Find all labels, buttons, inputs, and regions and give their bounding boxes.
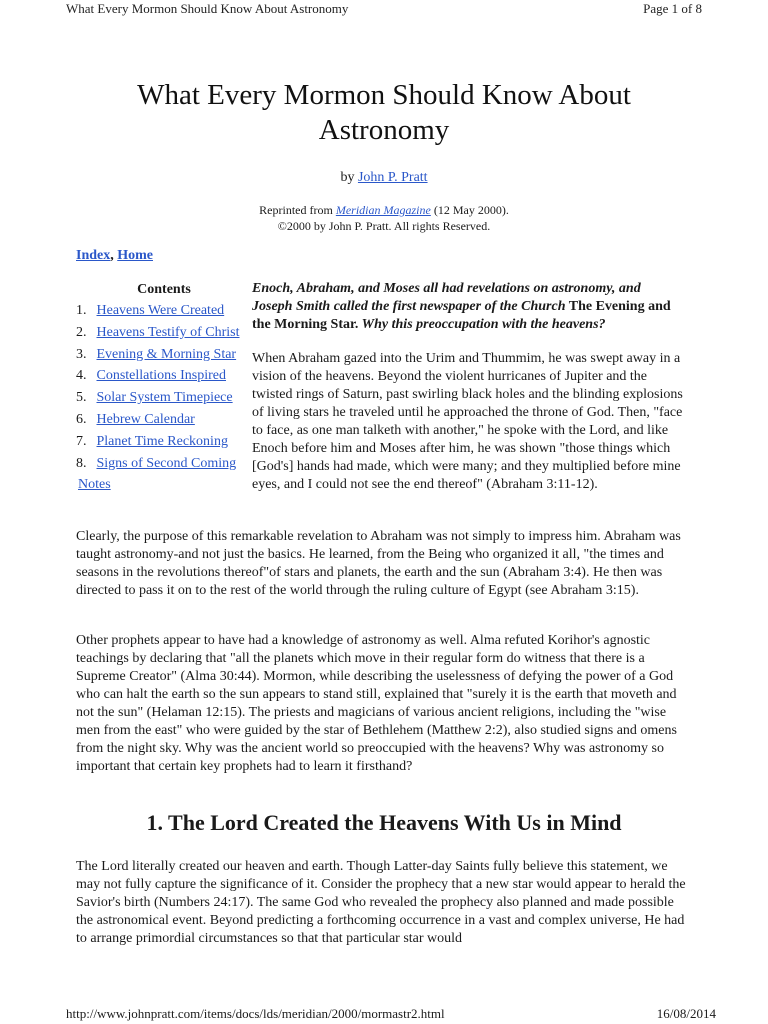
- page-header: [0, 0, 768, 22]
- reprint-date: (12 May 2000).: [430, 203, 509, 217]
- toc-item: [76, 365, 250, 387]
- toc-link-second-coming[interactable]: Signs of Second Coming: [96, 455, 237, 471]
- footer-url: http://www.johnpratt.com/items/docs/lds/meridian/2000/mormastr2.html: [66, 1006, 445, 1021]
- page-footer: [0, 1004, 768, 1024]
- toc-link-evening-morning-star[interactable]: Evening & Morning Star: [96, 346, 237, 362]
- nav-links: [76, 248, 153, 264]
- toc-item: [76, 431, 250, 453]
- page-title: What Every Mormon Should Know About Astronomy: [137, 79, 631, 146]
- abraham-paragraph: When Abraham gazed into the Urim and Thummim, he was swept away in a vision of the heavens. Beyond the violent hurricanes of Jupiter and the twisted rings of Saturn, past swirling black holes and the blinding explosions of living stars he traveled until he approached the throne of God. Then, "face to face, as one man talketh with another," he spoke with the Lord, and like Enoch before him and Moses after him, he was shown "those things which [God's] hands had made, which were many; and they multiplied before mine eyes, and I could not see the end thereof" (Abraham 3:11-12).: [252, 351, 683, 492]
- toc-link-notes[interactable]: Notes: [78, 477, 111, 493]
- intro-lead-italic: Enoch, Abraham, and Moses all had revelations on astronomy, and Joseph Smith called the first newspaper of the Church: [252, 281, 641, 314]
- toc-item-number: 6.: [76, 411, 87, 427]
- toc-link-hebrew-calendar[interactable]: Hebrew Calendar: [96, 411, 195, 427]
- toc-item: [76, 322, 250, 344]
- intro-lead-question: Why this preoccupation with the heavens?: [358, 317, 606, 332]
- toc-item-number: 1.: [76, 303, 87, 318]
- toc-item: [76, 344, 250, 366]
- byline: [0, 170, 768, 186]
- toc-link-heavens-created[interactable]: Heavens Were Created: [96, 303, 225, 318]
- intro-lead: [252, 280, 682, 334]
- table-of-contents: [76, 280, 250, 496]
- header-page-number: Page 1 of 8: [643, 1, 702, 16]
- toc-item: [76, 453, 250, 475]
- header-doc-title: What Every Mormon Should Know About Astronomy: [66, 1, 349, 16]
- toc-item: [76, 387, 250, 409]
- toc-notes-item: [76, 474, 250, 496]
- index-link[interactable]: Index: [76, 248, 111, 263]
- toc-item: [76, 300, 250, 322]
- paragraph-lord-created: The Lord literally created our heaven and earth. Though Latter-day Saints fully believe this statement, we may not fully capture the significance of it. Consider the prophecy that a new star would appear to herald the Savior's birth (Numbers 24:17). The same God who revealed the prophecy also planned and made possible the astronomical event. Beyond predicting a forthcoming occurrence in a vast and complex universe, He had to arrange primordial circumstances so that that particular star would: [76, 859, 686, 946]
- meridian-magazine-link[interactable]: Meridian Magazine: [335, 203, 431, 217]
- toc-item: [76, 409, 250, 431]
- byline-prefix: by: [340, 170, 358, 185]
- toc-item-number: 3.: [76, 346, 87, 362]
- paragraph-other-prophets: Other prophets appear to have had a knowledge of astronomy as well. Alma refuted Korihor's agnostic teachings by declaring that "all the planets which move in their regular form do witness that there is a Supreme Creator" (Alma 30:44). Mormon, while describing the uselessness of defying the power of a God who can halt the earth so the sun appears to stand still, explained that "surely it is the earth that moveth and not the sun" (Helaman 12:15). The priests and magicians of various ancient religions, including the "wise men from the east" who were guided by the star of Bethlehem (Matthew 2:2), also studied signs and omens from the night sky. Why was the ancient world so preoccupied with the heavens? Why was astronomy so important that certain key prophets had to learn it firsthand?: [76, 633, 677, 774]
- nav-separator: ,: [110, 248, 118, 263]
- section-heading-1: 1. The Lord Created the Heavens With Us in Mind: [146, 810, 622, 835]
- copyright-notice: ©2000 by John P. Pratt. All rights Reserved.: [277, 219, 491, 233]
- home-link[interactable]: Home: [117, 248, 153, 263]
- toc-link-planet-time[interactable]: Planet Time Reckoning: [96, 433, 228, 449]
- reprint-prefix: Reprinted from: [259, 203, 336, 217]
- paragraph-abraham-purpose: Clearly, the purpose of this remarkable revelation to Abraham was not simply to impress him. Abraham was taught astronomy-and not just the basics. He learned, from the Being who organized it all, "the times and seasons in the revolutions thereof"of stars and planets, the earth and the sun (Abraham 3:4). He then was directed to pass it on to the rest of the world through the ruling culture of Egypt (see Abraham 3:15).: [76, 529, 681, 598]
- toc-link-heavens-testify[interactable]: Heavens Testify of Christ: [96, 324, 240, 340]
- reprint-notice: [0, 202, 768, 234]
- toc-item-number: 8.: [76, 455, 87, 471]
- toc-link-solar-system[interactable]: Solar System Timepiece: [96, 390, 233, 406]
- toc-link-constellations[interactable]: Constellations Inspired: [96, 368, 226, 384]
- author-link[interactable]: John P. Pratt: [357, 170, 428, 185]
- toc-item-number: 2.: [76, 324, 87, 340]
- footer-date: 16/08/2014: [656, 1006, 716, 1021]
- toc-item-number: 7.: [76, 433, 87, 449]
- intro-lead-newspaper: The Evening and the Morning Star.: [252, 299, 671, 332]
- toc-item-number: 4.: [76, 368, 87, 384]
- toc-item-number: 5.: [76, 390, 87, 406]
- intro-lead-text: [252, 281, 671, 332]
- toc-heading: Contents: [137, 282, 191, 297]
